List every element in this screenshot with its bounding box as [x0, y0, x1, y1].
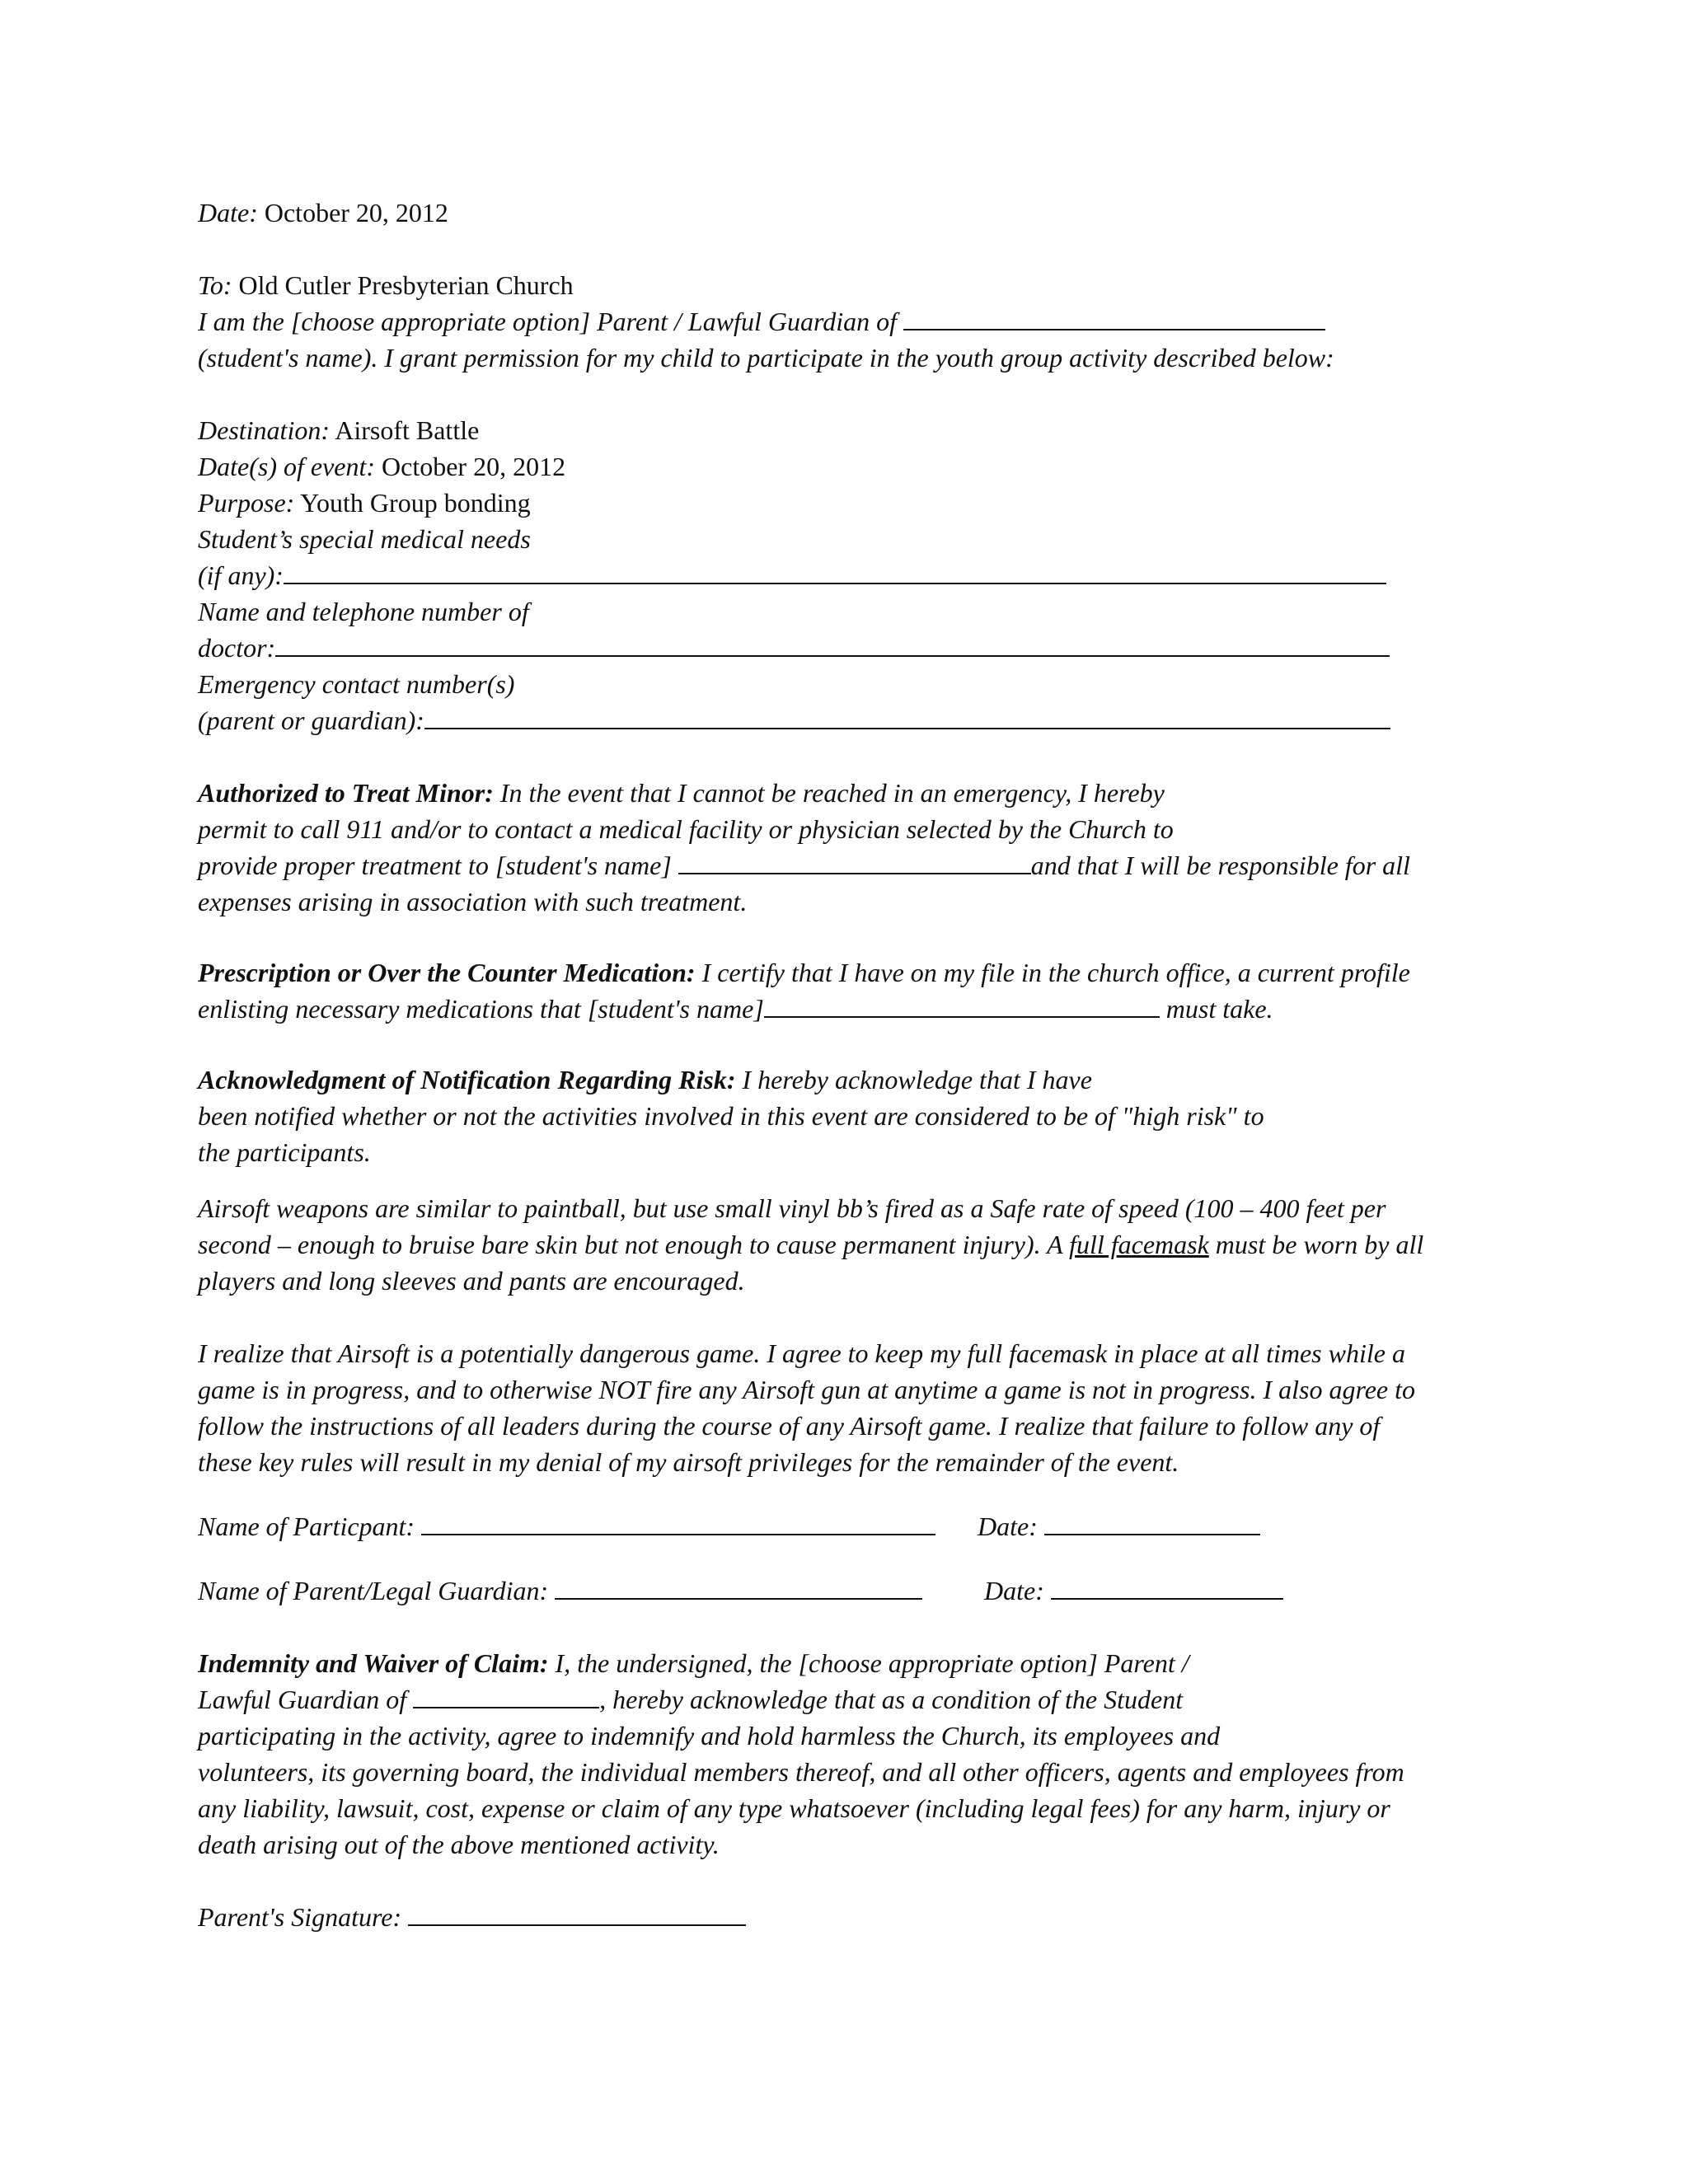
purpose-label: Purpose: [198, 488, 295, 518]
purpose-line [198, 485, 531, 521]
indemnity-line-4: volunteers, its governing board, the individual members thereof, and all other officers, agents and employees from [198, 1757, 1404, 1787]
parent-signature-label: Parent's Signature: [198, 1902, 402, 1932]
indemnity-line-3: participating in the activity, agree to indemnify and hold harmless the Church, its employees and [198, 1721, 1221, 1750]
student-name-blank[interactable] [903, 304, 1325, 330]
parent-signature-blank[interactable] [408, 1900, 746, 1926]
guardian-date-blank[interactable] [1051, 1573, 1283, 1600]
emergency-label: (parent or guardian): [198, 705, 424, 735]
medication-text-2b: must take. [1165, 994, 1273, 1024]
indemnity-line-1 [198, 1645, 1189, 1681]
indemnity-student-blank[interactable] [413, 1682, 599, 1708]
risk-line-1 [198, 1062, 1092, 1098]
permission-line: (student's name). I grant permission for my child to participate in the youth group activity described below: [198, 343, 1334, 373]
airsoft-line-2 [198, 1226, 1423, 1263]
participant-line [198, 1508, 935, 1544]
guardian-name-label: Name of Parent/Legal Guardian: [198, 1576, 549, 1605]
treat-text-3a: provide proper treatment to [student's name] [198, 851, 672, 880]
medication-text-1: I certify that I have on my file in the church office, a current profile [701, 958, 1410, 987]
airsoft-line-1: Airsoft weapons are similar to paintball, but use small vinyl bb’s fired as a Safe rate of speed (100 – 400 feet per [198, 1193, 1386, 1223]
participant-name-blank[interactable] [421, 1509, 935, 1535]
event-dates-line [198, 448, 565, 485]
parent-signature-line [198, 1899, 746, 1935]
airsoft-text-2a: second – enough to bruise bare skin but not enough to cause permanent injury). A [198, 1230, 1063, 1259]
guardian-text: I am the [choose appropriate option] Parent / Lawful Guardian of [198, 307, 897, 336]
airsoft-text-2b: must be worn by all [1215, 1230, 1424, 1259]
indemnity-text-1: I, the undersigned, the [choose appropriate option] Parent / [555, 1648, 1189, 1678]
treat-line-3 [198, 847, 1410, 883]
destination-label: Destination: [198, 415, 330, 445]
full-facemask-text: full facemask [1069, 1230, 1209, 1259]
medical-label: (if any): [198, 560, 284, 590]
event-dates-label: Date(s) of event: [198, 452, 376, 481]
doctor-label: doctor: [198, 633, 276, 663]
rules-line-1: I realize that Airsoft is a potentially dangerous game. I agree to keep my full facemask in place at all times while a [198, 1338, 1405, 1368]
medication-line-2 [198, 991, 1273, 1027]
risk-heading: Acknowledgment of Notification Regarding Risk: [198, 1065, 736, 1094]
guardian-date-label: Date: [984, 1576, 1044, 1605]
emergency-label-line-1: Emergency contact number(s) [198, 669, 515, 699]
guardian-name-blank[interactable] [555, 1573, 922, 1600]
date-line [198, 194, 448, 231]
medication-heading: Prescription or Over the Counter Medication: [198, 958, 696, 987]
indemnity-heading: Indemnity and Waiver of Claim: [198, 1648, 549, 1678]
medication-text-2a: enlisting necessary medications that [student's name] [198, 994, 764, 1024]
airsoft-line-3: players and long sleeves and pants are encouraged. [198, 1266, 745, 1296]
medication-line-1 [198, 954, 1410, 991]
event-dates-value: October 20, 2012 [382, 452, 566, 481]
to-line [198, 267, 574, 303]
rules-line-2: game is in progress, and to otherwise NOT fire any Airsoft gun at anytime a game is not in progress. I also agree to [198, 1375, 1416, 1404]
indemnity-text-2a: Lawful Guardian of [198, 1685, 407, 1714]
treat-student-blank[interactable] [678, 848, 1031, 874]
participant-label: Name of Particpant: [198, 1511, 415, 1541]
indemnity-line-6: death arising out of the above mentioned activity. [198, 1830, 720, 1859]
medical-label-line-2 [198, 557, 1386, 593]
medical-needs-blank[interactable] [284, 558, 1386, 584]
participant-date-blank[interactable] [1044, 1509, 1260, 1535]
indemnity-line-2 [198, 1681, 1183, 1718]
guardian-line [198, 303, 1325, 340]
risk-text-1: I hereby acknowledge that I have [742, 1065, 1092, 1094]
risk-line-3: the participants. [198, 1137, 371, 1167]
participant-date [978, 1508, 1260, 1544]
treat-line-4: expenses arising in association with such treatment. [198, 887, 748, 916]
treat-text-1: In the event that I cannot be reached in an emergency, I hereby [499, 778, 1165, 808]
doctor-label-line-2 [198, 630, 1390, 666]
treat-text-3b: and that I will be responsible for all [1030, 851, 1410, 880]
purpose-value: Youth Group bonding [300, 488, 531, 518]
doctor-blank[interactable] [275, 630, 1390, 657]
to-value: Old Cutler Presbyterian Church [238, 270, 574, 300]
rules-line-4: these key rules will result in my denial of my airsoft privileges for the remainder of the event. [198, 1447, 1179, 1477]
risk-line-2: been notified whether or not the activities involved in this event are considered to be of "high risk" to [198, 1101, 1264, 1131]
rules-line-3: follow the instructions of all leaders during the course of any Airsoft game. I realize that failure to follow any of [198, 1411, 1381, 1441]
doctor-label-line-1: Name and telephone number of [198, 597, 529, 626]
destination-line [198, 412, 479, 448]
to-label: To: [198, 270, 232, 300]
emergency-blank[interactable] [424, 703, 1390, 729]
guardian-date [984, 1572, 1283, 1609]
date-value: October 20, 2012 [264, 198, 448, 227]
guardian-name-line [198, 1572, 922, 1609]
treat-heading: Authorized to Treat Minor: [198, 778, 494, 808]
treat-line-2: permit to call 911 and/or to contact a medical facility or physician selected by the Church to [198, 814, 1174, 844]
destination-value: Airsoft Battle [335, 415, 480, 445]
participant-date-label: Date: [978, 1511, 1038, 1541]
indemnity-text-2b: , hereby acknowledge that as a condition of the Student [599, 1685, 1184, 1714]
date-label: Date: [198, 198, 258, 227]
treat-line-1 [198, 775, 1165, 811]
emergency-label-line-2 [198, 702, 1390, 738]
medical-label-line-1: Student’s special medical needs [198, 524, 531, 554]
medication-student-blank[interactable] [764, 991, 1160, 1018]
indemnity-line-5: any liability, lawsuit, cost, expense or claim of any type whatsoever (including legal fees) for any harm, injury or [198, 1793, 1390, 1823]
